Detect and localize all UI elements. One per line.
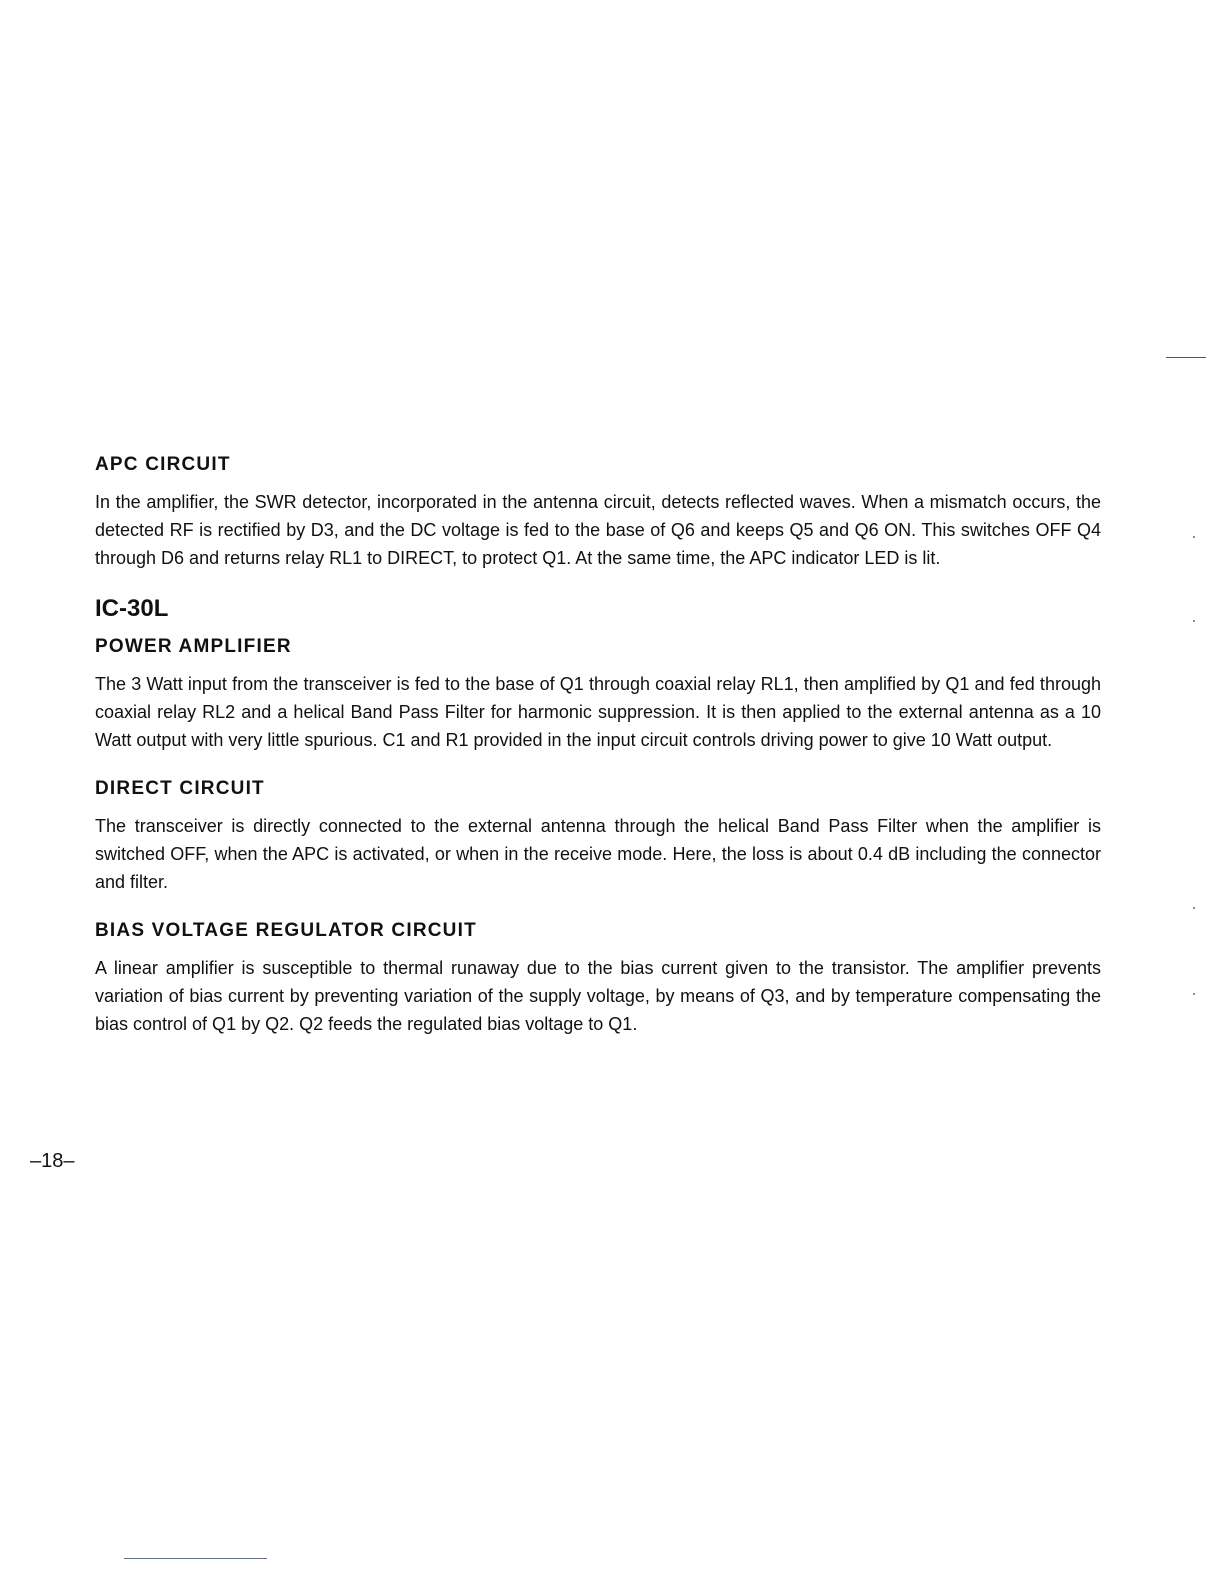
scan-dot [1193, 536, 1195, 538]
section-direct-circuit [95, 776, 1101, 896]
section-power-amplifier [95, 634, 1101, 754]
section-heading: DIRECT CIRCUIT [95, 778, 265, 799]
page-content [95, 452, 1101, 1060]
bottom-rule [124, 1558, 267, 1559]
edge-mark [1166, 357, 1206, 358]
section-heading: POWER AMPLIFIER [95, 636, 292, 657]
section-body: A linear amplifier is susceptible to thermal runaway due to the bias current given to the transistor. The amplifier prevents variation of bias current by preventing variation of the supply voltage, by means of Q3, and by temperature compensating the bias control of Q1 by Q2. Q2 feeds the regulated bias voltage to Q1. [95, 958, 1101, 1034]
section-apc [95, 452, 1101, 572]
section-bias-regulator [95, 918, 1101, 1038]
section-heading: BIAS VOLTAGE REGULATOR CIRCUIT [95, 920, 477, 941]
model-heading: IC-30L [95, 595, 169, 622]
section-body: In the amplifier, the SWR detector, incorporated in the antenna circuit, detects reflected waves. When a mismatch occurs, the detected RF is rectified by D3, and the DC voltage is fed to the base of Q6 and keeps Q5 and Q6 ON. This switches OFF Q4 through D6 and returns relay RL1 to DIRECT, to protect Q1. At the same time, the APC indicator LED is lit. [95, 492, 1101, 568]
section-heading: APC CIRCUIT [95, 454, 231, 475]
section-body: The transceiver is directly connected to the external antenna through the helical Band Pass Filter when the amplifier is switched OFF, when the APC is activated, or when in the receive mode. Here, the loss is about 0.4 dB including the connector and filter. [95, 816, 1101, 892]
page-number: –18– [30, 1150, 75, 1172]
section-body: The 3 Watt input from the transceiver is fed to the base of Q1 through coaxial relay RL1, then amplified by Q1 and fed through coaxial relay RL2 and a helical Band Pass Filter for harmonic suppression. It is then applied to the external antenna as a 10 Watt output with very little spurious. C1 and R1 provided in the input circuit controls driving power to give 10 Watt output. [95, 674, 1101, 750]
scan-dot [1193, 620, 1195, 622]
scan-dot [1193, 993, 1195, 995]
scan-dot [1193, 907, 1195, 909]
